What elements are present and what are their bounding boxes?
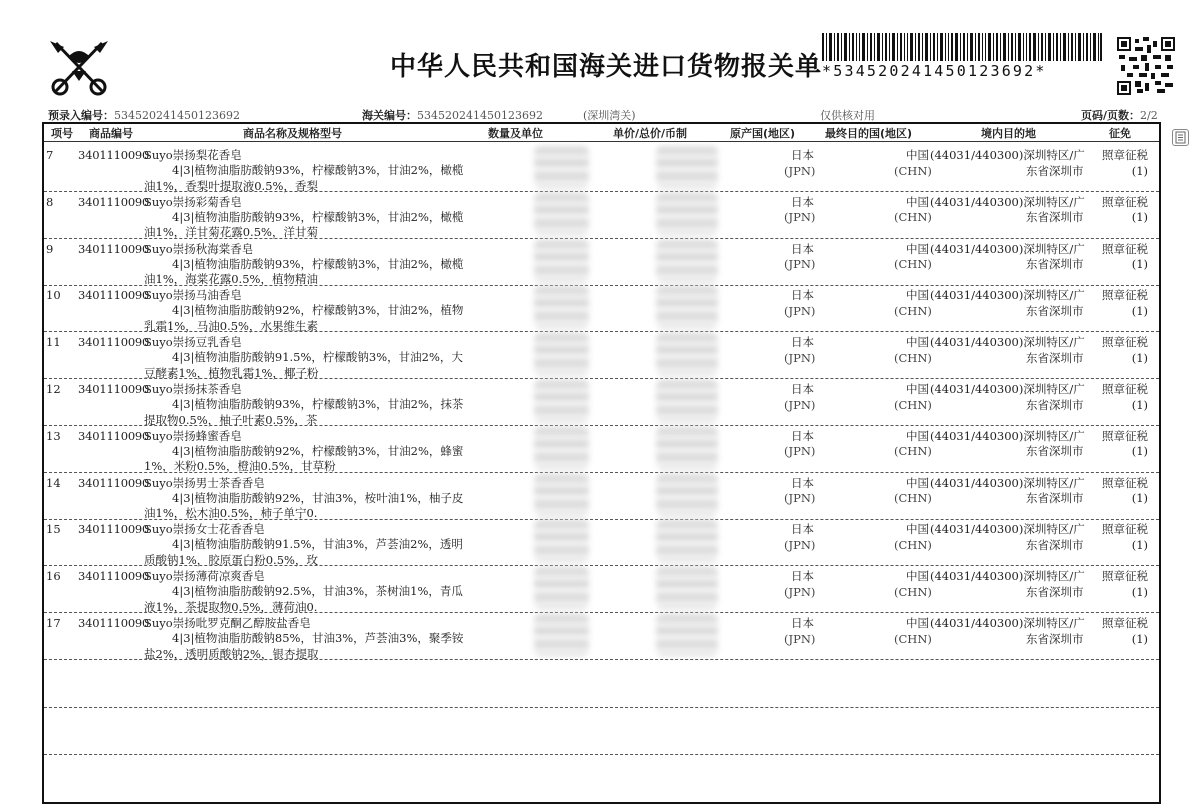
col-code: 商品编号: [89, 127, 133, 140]
item-seq: 10: [46, 288, 61, 303]
document-icon: [1173, 130, 1188, 145]
item-origin-name: 日本: [791, 475, 814, 490]
item-dest-name: 中国: [906, 194, 929, 209]
customs-value: 534520241450123692: [417, 109, 543, 122]
item-domestic-line1: (44031/440300)深圳特区/广: [930, 335, 1085, 350]
redacted-quantity: [534, 193, 589, 235]
item-seq: 8: [46, 194, 54, 209]
item-seq: 12: [46, 382, 61, 396]
customs-emblem-icon: [46, 37, 112, 99]
item-origin-code: (JPN): [784, 537, 816, 552]
item-tax-mode: [1096, 616, 1148, 647]
item-tax-line2: (1): [1131, 257, 1148, 272]
col-name: 商品名称及规格型号: [243, 127, 342, 140]
item-domestic-line2: 东省深圳市: [1026, 631, 1084, 646]
item-spec-line2: 液1%，茶提取物0.5%，薄荷油0.: [144, 599, 318, 614]
item-domestic-destination: [930, 382, 1085, 413]
barcode-icon: [822, 33, 1102, 61]
item-seq: 15: [46, 522, 61, 537]
redacted-price: [656, 333, 718, 375]
prerecord-number: [48, 107, 240, 123]
item-tax-mode: [1096, 195, 1148, 226]
item-tax-line1: 照章征税: [1102, 569, 1148, 584]
item-name: Suyo崇扬男士茶香香皂: [144, 475, 265, 490]
redacted-quantity: [534, 614, 589, 656]
item-spec: [144, 491, 464, 522]
item-tax-line1: 照章征税: [1102, 382, 1148, 396]
redacted-price: [656, 520, 718, 562]
item-dest-code: (CHN): [894, 303, 932, 318]
item-seq: 17: [46, 616, 61, 630]
item-tax-line1: 照章征税: [1102, 616, 1148, 630]
item-hs-code: 3401110090: [78, 569, 150, 584]
redacted-quantity: [534, 240, 589, 282]
page-value: 2/2: [1140, 109, 1158, 122]
item-destination: [894, 288, 932, 319]
item-dest-code: (CHN): [894, 397, 932, 412]
item-dest-name: 中国: [906, 616, 929, 630]
item-dest-code: (CHN): [894, 350, 932, 365]
table-row: [44, 518, 1159, 565]
table-row: [44, 565, 1159, 612]
redacted-quantity: [534, 520, 589, 562]
qr-code-icon: [1117, 37, 1175, 95]
item-tax-mode: [1096, 569, 1148, 600]
item-spec: [144, 303, 464, 334]
table-row: [44, 331, 1159, 378]
verification-notice: 仅供核对用: [820, 109, 875, 122]
item-origin-code: (JPN): [784, 350, 816, 365]
item-origin-code: (JPN): [784, 163, 816, 178]
item-origin-name: 日本: [791, 522, 814, 537]
item-domestic-line2: 东省深圳市: [1026, 257, 1084, 272]
item-domestic-line1: (44031/440300)深圳特区/广: [930, 241, 1085, 256]
item-spec-line2: 豆酵素1%，植物乳霜1%，椰子粉: [144, 365, 319, 380]
item-spec-line1: 4|3|植物油脂肪酸钠93%，柠檬酸钠3%，甘油2%，橄榄: [172, 209, 464, 224]
table-row: [44, 612, 1159, 659]
item-spec-line1: 4|3|植物油脂肪酸钠91.5%，甘油3%，芦荟油2%，透明: [172, 537, 463, 552]
empty-row-divider: [44, 754, 1159, 755]
table-row: [44, 472, 1159, 519]
item-origin-code: (JPN): [784, 397, 816, 412]
col-qty: 数量及单位: [488, 127, 543, 140]
item-domestic-line2: 东省深圳市: [1026, 163, 1084, 178]
item-spec: [144, 631, 464, 662]
col-tax: 征免: [1109, 127, 1131, 140]
item-tax-line1: 照章征税: [1102, 288, 1148, 303]
col-seq: 项号: [51, 127, 73, 140]
item-domestic-line2: 东省深圳市: [1026, 444, 1084, 459]
page-label: 页码/页数：: [1081, 109, 1141, 122]
item-domestic-line2: 东省深圳市: [1026, 584, 1084, 599]
item-tax-line1: 照章征税: [1102, 194, 1148, 209]
item-dest-name: 中国: [906, 475, 929, 490]
item-dest-name: 中国: [906, 148, 929, 162]
item-tax-mode: [1096, 382, 1148, 413]
item-seq: 13: [46, 428, 61, 443]
item-dest-code: (CHN): [894, 163, 932, 178]
item-destination: [894, 475, 932, 507]
item-domestic-line1: (44031/440300)深圳特区/广: [930, 148, 1085, 162]
redacted-price: [656, 474, 718, 516]
item-spec-line1: 4|3|植物油脂肪酸钠91.5%，柠檬酸钠3%，甘油2%，大: [172, 350, 463, 365]
item-tax-mode: [1096, 476, 1148, 507]
item-domestic-destination: [930, 335, 1085, 366]
item-domestic-line1: (44031/440300)深圳特区/广: [930, 382, 1085, 396]
item-origin: [784, 148, 814, 179]
header-divider: [44, 141, 1159, 142]
item-tax-line1: 照章征税: [1102, 148, 1148, 162]
item-spec-line2: 油1%，松木油0.5%，柿子单宁0.: [144, 506, 318, 521]
redacted-price: [656, 240, 718, 282]
customs-number: [362, 107, 543, 123]
redacted-price: [656, 380, 718, 422]
redacted-price: [656, 614, 718, 656]
item-domestic-destination: [930, 148, 1085, 179]
redacted-price: [656, 146, 718, 188]
item-tax-line2: (1): [1131, 303, 1148, 318]
empty-row-divider: [44, 707, 1159, 708]
item-dest-code: (CHN): [894, 491, 932, 506]
item-spec-line2: 盐2%，透明质酸钠2%，银杏提取: [144, 646, 319, 661]
item-tax-line2: (1): [1131, 444, 1148, 459]
item-seq: 9: [46, 241, 54, 256]
col-price: 单价/总价/币制: [613, 127, 688, 140]
item-domestic-line2: 东省深圳市: [1026, 537, 1084, 552]
item-origin-code: (JPN): [784, 584, 816, 599]
col-origin: 原产国(地区): [730, 127, 796, 140]
item-origin-name: 日本: [791, 569, 814, 584]
item-origin: [784, 569, 814, 600]
item-hs-code: 3401110090: [78, 382, 150, 396]
item-origin-code: (JPN): [784, 303, 816, 318]
item-spec-line2: 1%，米粉0.5%，橙油0.5%，甘草粉: [144, 459, 336, 474]
item-dest-code: (CHN): [894, 537, 932, 552]
item-spec-line2: 油1%，香梨叶提取液0.5%，香梨: [144, 178, 318, 193]
item-destination: [894, 241, 932, 273]
item-spec-line1: 4|3|植物油脂肪酸钠85%，甘油3%，芦荟油3%，聚季铵: [172, 631, 464, 645]
item-origin-code: (JPN): [784, 631, 816, 646]
item-tax-line2: (1): [1131, 491, 1148, 506]
item-hs-code: 3401110090: [78, 616, 150, 630]
item-spec-line2: 油1%，海棠花露0.5%，植物精油: [144, 272, 318, 287]
item-seq: 7: [46, 148, 54, 162]
redacted-quantity: [534, 380, 589, 422]
item-domestic-destination: [930, 476, 1085, 507]
item-domestic-line1: (44031/440300)深圳特区/广: [930, 522, 1085, 537]
redacted-quantity: [534, 567, 589, 609]
item-origin: [784, 242, 814, 273]
document-title: 中华人民共和国海关进口货物报关单: [390, 52, 823, 82]
item-seq: 16: [46, 569, 61, 584]
item-name: Suyo崇扬秋海棠香皂: [144, 241, 254, 256]
item-origin: [784, 288, 814, 319]
item-hs-code: 3401110090: [78, 194, 150, 209]
redacted-price: [656, 567, 718, 609]
item-spec: [144, 210, 464, 241]
item-tax-mode: [1096, 429, 1148, 460]
item-spec-line1: 4|3|植物油脂肪酸钠92.5%，甘油3%，茶树油1%，青瓜: [172, 584, 463, 599]
col-dest: 最终目的国(地区): [825, 127, 913, 140]
item-origin: [784, 429, 814, 460]
item-tax-line2: (1): [1131, 537, 1148, 552]
item-dest-code: (CHN): [894, 210, 932, 225]
item-tax-mode: [1096, 148, 1148, 179]
item-domestic-line1: (44031/440300)深圳特区/广: [930, 288, 1085, 303]
item-hs-code: 3401110090: [78, 475, 150, 490]
item-dest-name: 中国: [906, 288, 929, 303]
item-domestic-destination: [930, 195, 1085, 226]
redacted-quantity: [534, 474, 589, 516]
item-dest-name: 中国: [906, 382, 929, 396]
item-spec-line2: 质酸钠1%，胶原蛋白粉0.5%，玫: [144, 552, 318, 567]
item-destination: [894, 148, 932, 179]
item-dest-name: 中国: [906, 522, 929, 537]
redacted-quantity: [534, 146, 589, 188]
item-origin-name: 日本: [791, 194, 814, 209]
item-tax-line1: 照章征税: [1102, 475, 1148, 490]
item-name: Suyo崇扬薄荷凉爽香皂: [144, 569, 265, 584]
item-tax-line2: (1): [1131, 631, 1148, 646]
redacted-price: [656, 193, 718, 235]
item-hs-code: 3401110090: [78, 428, 150, 443]
item-dest-code: (CHN): [894, 631, 932, 646]
redacted-quantity: [534, 333, 589, 375]
item-domestic-line2: 东省深圳市: [1026, 397, 1084, 412]
table-row: [44, 191, 1159, 238]
item-spec: [144, 397, 464, 428]
item-domestic-line1: (44031/440300)深圳特区/广: [930, 194, 1085, 209]
item-domestic-line2: 东省深圳市: [1026, 303, 1084, 318]
table-row: [44, 378, 1159, 425]
item-seq: 14: [46, 475, 61, 490]
item-spec-line1: 4|3|植物油脂肪酸钠93%，柠檬酸钠3%，甘油2%，橄榄: [172, 256, 464, 271]
item-origin-name: 日本: [791, 148, 814, 162]
item-tax-line2: (1): [1131, 397, 1148, 412]
item-tax-line2: (1): [1131, 584, 1148, 599]
item-domestic-line2: 东省深圳市: [1026, 210, 1084, 225]
item-destination: [894, 194, 932, 226]
item-origin: [784, 335, 814, 366]
item-domestic-line1: (44031/440300)深圳特区/广: [930, 475, 1085, 490]
item-spec: [144, 163, 464, 194]
item-spec: [144, 350, 464, 381]
item-origin: [784, 195, 814, 226]
table-row: [44, 238, 1159, 285]
item-tax-line1: 照章征税: [1102, 241, 1148, 256]
customs-label: 海关编号：: [362, 109, 417, 122]
item-domestic-line1: (44031/440300)深圳特区/广: [930, 569, 1085, 584]
item-domestic-destination: [930, 569, 1085, 600]
item-seq: 11: [46, 335, 61, 350]
item-hs-code: 3401110090: [78, 241, 150, 256]
item-tax-line2: (1): [1131, 210, 1148, 225]
item-domestic-destination: [930, 429, 1085, 460]
barcode-text: *534520241450123692*: [822, 62, 1047, 80]
item-name: Suyo崇扬豆乳香皂: [144, 335, 242, 350]
item-dest-code: (CHN): [894, 257, 932, 272]
item-origin: [784, 522, 814, 553]
col-domestic: 境内目的地: [981, 127, 1036, 140]
item-origin: [784, 476, 814, 507]
item-hs-code: 3401110090: [78, 522, 150, 537]
item-tax-line1: 照章征税: [1102, 335, 1148, 350]
item-name: Suyo崇扬马油香皂: [144, 288, 242, 303]
item-origin-name: 日本: [791, 382, 814, 396]
redacted-price: [656, 427, 718, 469]
item-dest-name: 中国: [906, 335, 929, 350]
item-domestic-destination: [930, 616, 1085, 647]
prerecord-value: 534520241450123692: [114, 109, 240, 122]
item-dest-name: 中国: [906, 428, 929, 443]
side-panel-icon[interactable]: [1172, 129, 1189, 146]
item-hs-code: 3401110090: [78, 288, 150, 303]
item-spec-line2: 提取物0.5%，柚子叶素0.5%，茶: [144, 412, 318, 427]
item-name: Suyo崇扬彩菊香皂: [144, 194, 242, 209]
item-tax-mode: [1096, 288, 1148, 319]
item-destination: [894, 569, 932, 600]
redacted-quantity: [534, 427, 589, 469]
port-name: (深圳湾关): [583, 109, 636, 122]
item-domestic-line1: (44031/440300)深圳特区/广: [930, 616, 1085, 630]
item-origin-name: 日本: [791, 616, 814, 630]
redacted-price: [656, 286, 718, 328]
item-spec: [144, 257, 464, 288]
item-domestic-line2: 东省深圳市: [1026, 491, 1084, 506]
item-origin-code: (JPN): [784, 210, 816, 225]
table-row: [44, 425, 1159, 472]
item-destination: [894, 522, 932, 553]
item-origin-code: (JPN): [784, 491, 816, 506]
item-origin-name: 日本: [791, 335, 814, 350]
item-spec-line1: 4|3|植物油脂肪酸钠92%，甘油3%，桉叶油1%，柚子皮: [172, 490, 464, 505]
item-hs-code: 3401110090: [78, 335, 150, 350]
item-origin-name: 日本: [791, 241, 814, 256]
page-number: [1081, 107, 1158, 123]
item-destination: [894, 428, 932, 460]
item-hs-code: 3401110090: [78, 148, 150, 162]
item-spec-line1: 4|3|植物油脂肪酸钠93%，柠檬酸钠3%，甘油2%，抹茶: [172, 397, 464, 411]
item-spec-line1: 4|3|植物油脂肪酸钠93%，柠檬酸钠3%，甘油2%，橄榄: [172, 163, 464, 177]
item-domestic-line1: (44031/440300)深圳特区/广: [930, 428, 1085, 443]
item-tax-mode: [1096, 335, 1148, 366]
item-origin: [784, 616, 814, 647]
item-dest-code: (CHN): [894, 584, 932, 599]
table-row: [44, 284, 1159, 331]
item-domestic-destination: [930, 288, 1085, 319]
item-tax-line1: 照章征税: [1102, 428, 1148, 443]
item-spec-line2: 乳霜1%，马油0.5%，水果维生素: [144, 318, 318, 333]
item-origin-name: 日本: [791, 288, 814, 303]
item-domestic-destination: [930, 522, 1085, 553]
item-spec-line1: 4|3|植物油脂肪酸钠92%，柠檬酸钠3%，甘油2%，蜂蜜: [172, 443, 464, 458]
item-tax-mode: [1096, 522, 1148, 553]
item-destination: [894, 382, 932, 413]
item-spec-line2: 油1%，洋甘菊花露0.5%，洋甘菊: [144, 225, 318, 240]
item-domestic-line2: 东省深圳市: [1026, 350, 1084, 365]
item-destination: [894, 335, 932, 366]
item-tax-mode: [1096, 242, 1148, 273]
redacted-quantity: [534, 286, 589, 328]
item-dest-name: 中国: [906, 569, 929, 584]
item-origin-code: (JPN): [784, 444, 816, 459]
item-tax-line2: (1): [1131, 163, 1148, 178]
row-divider: [44, 659, 1159, 660]
item-dest-code: (CHN): [894, 444, 932, 459]
item-name: Suyo崇扬吡罗克酮乙醇胺盐香皂: [144, 616, 311, 630]
table-row: [44, 144, 1159, 191]
item-name: Suyo崇扬女士花香香皂: [144, 522, 265, 537]
item-spec: [144, 444, 464, 475]
item-domestic-destination: [930, 242, 1085, 273]
item-origin-code: (JPN): [784, 257, 816, 272]
barcode: [822, 33, 1104, 80]
item-origin-name: 日本: [791, 428, 814, 443]
item-tax-line2: (1): [1131, 350, 1148, 365]
prerecord-label: 预录入编号：: [48, 109, 114, 122]
item-spec: [144, 584, 464, 615]
item-spec-line1: 4|3|植物油脂肪酸钠92%，柠檬酸钠3%，甘油2%，植物: [172, 303, 464, 318]
item-destination: [894, 616, 932, 647]
item-tax-line1: 照章征税: [1102, 522, 1148, 537]
item-spec: [144, 537, 464, 568]
item-dest-name: 中国: [906, 241, 929, 256]
item-name: Suyo崇扬蜂蜜香皂: [144, 428, 242, 443]
item-origin: [784, 382, 814, 413]
item-name: Suyo崇扬梨花香皂: [144, 148, 242, 162]
item-name: Suyo崇扬抹茶香皂: [144, 382, 242, 396]
